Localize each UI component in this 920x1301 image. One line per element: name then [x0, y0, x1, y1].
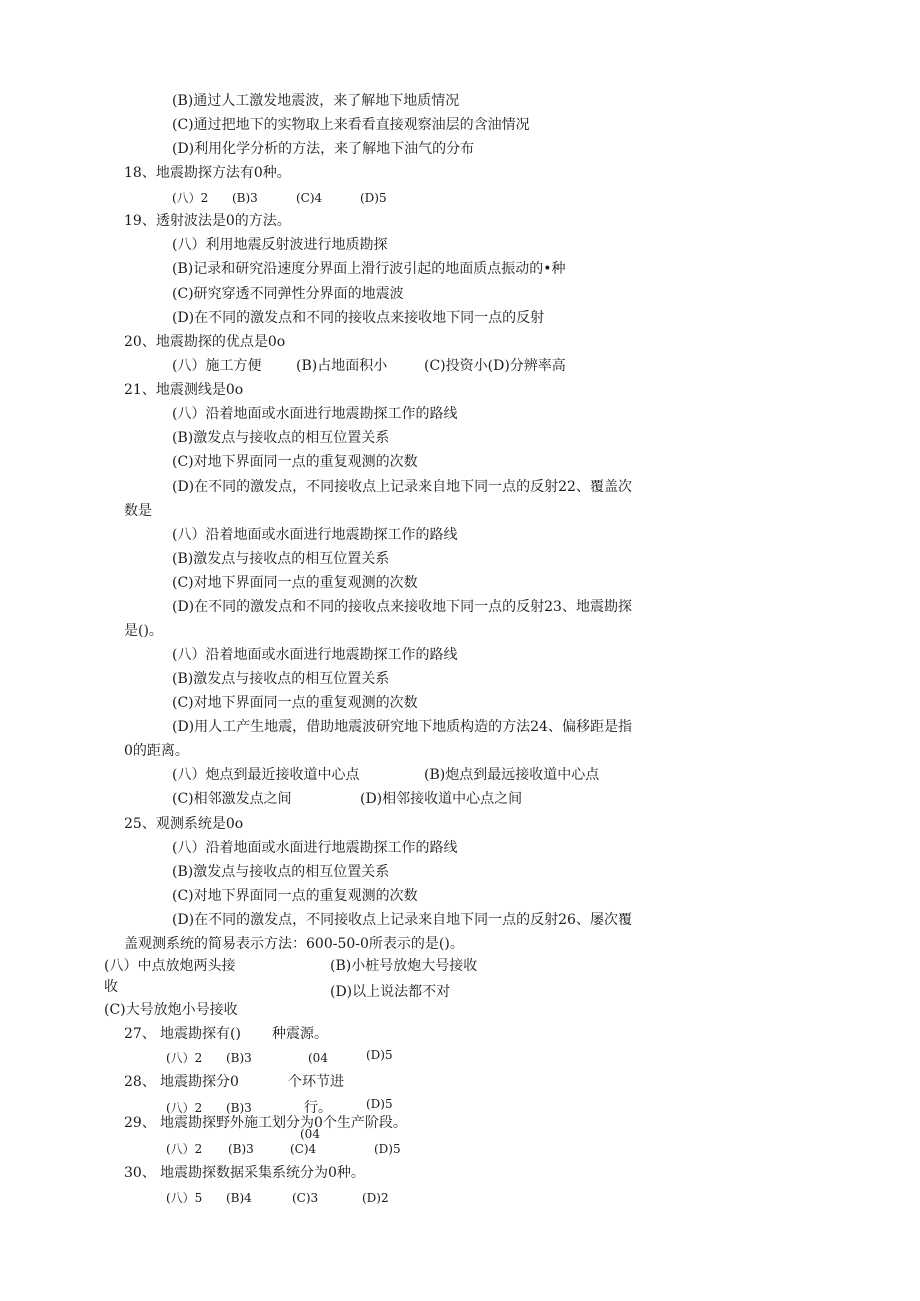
q25-option-c: (C)对地下界面同一点的重复观测的次数	[172, 888, 418, 904]
q26-option-b: (B)小桩号放炮大号接收	[330, 958, 478, 974]
q20-option-b: (B)占地面积小	[296, 358, 388, 374]
q27-stem-tail: 种震源。	[272, 1026, 328, 1042]
q20-option-cd: (C)投资小(D)分辨率高	[424, 358, 566, 374]
q22-option-b: (B)激发点与接收点的相互位置关系	[172, 551, 390, 567]
q30-stem: 地震勘探数据采集系统分为0种。	[160, 1165, 365, 1181]
q26-option-a: (八）中点放炮两头接	[104, 958, 236, 974]
q25-option-b: (B)激发点与接收点的相互位置关系	[172, 864, 390, 880]
q21-option-d: (D)在不同的激发点，不同接收点上记录来自地下同一点的反射22、覆盖次	[172, 479, 632, 495]
q19-option-c: (C)研究穿透不同弹性分界面的地震波	[172, 286, 404, 302]
q22-option-a: (八）沿着地面或水面进行地震勘探工作的路线	[172, 527, 458, 543]
q25-option-a: (八）沿着地面或水面进行地震勘探工作的路线	[172, 840, 458, 856]
q25-option-d: (D)在不同的激发点，不同接收点上记录来自地下同一点的反射26、屡次覆	[172, 912, 632, 928]
q23-option-d: (D)用人工产生地震，借助地震波研究地下地质构造的方法24、偏移距是指	[172, 719, 632, 735]
q23-option-c: (C)对地下界面同一点的重复观测的次数	[172, 695, 418, 711]
q21-option-b: (B)激发点与接收点的相互位置关系	[172, 430, 390, 446]
q20-stem: 20、地震勘探的优点是0o	[124, 334, 286, 350]
q30-option-d: (D)2	[362, 1191, 389, 1205]
q23-option-a: (八）沿着地面或水面进行地震勘探工作的路线	[172, 647, 458, 663]
q26-option-d: (D)以上说法都不对	[330, 984, 451, 1000]
q19-option-b: (B)记录和研究沿速度分界面上滑行波引起的地面质点振动的•种	[172, 261, 566, 277]
q28-stem: 地震勘探分0	[160, 1074, 239, 1090]
q24-option-b: (B)炮点到最远接收道中心点	[424, 767, 600, 783]
q30-option-c: (C)3	[292, 1191, 319, 1205]
q28-number: 28、	[124, 1074, 156, 1090]
q29-option-c: (C)4	[290, 1142, 317, 1156]
q27-stem: 地震勘探有()	[160, 1026, 241, 1042]
q18-option-b: (B)3	[232, 191, 258, 205]
q29-option-d: (D)5	[374, 1142, 401, 1156]
q18-option-a: (八）2	[172, 191, 209, 205]
q18-option-d: (D)5	[360, 191, 387, 205]
q25-option-d-continued: 盖观测系统的简易表示方法：600-50-0所表示的是()。	[124, 936, 464, 952]
q21-option-d-continued: 数是	[124, 503, 152, 519]
q19-option-a: (八）利用地震反射波进行地质勘探	[172, 237, 388, 253]
q19-option-d: (D)在不同的激发点和不同的接收点来接收地下同一点的反射	[172, 310, 545, 326]
q22-option-d-continued: 是()。	[124, 623, 163, 639]
q28-option-c: (04	[300, 1127, 320, 1141]
q24-option-d: (D)相邻接收道中心点之间	[360, 791, 523, 807]
q21-option-a: (八）沿着地面或水面进行地震勘探工作的路线	[172, 406, 458, 422]
q27-option-a: (八）2	[166, 1051, 203, 1065]
q29-option-a: (八）2	[166, 1142, 203, 1156]
q27-option-c: (04	[308, 1051, 328, 1065]
q29-option-b: (B)3	[228, 1142, 254, 1156]
q30-option-a: (八）5	[166, 1191, 203, 1205]
q24-option-c: (C)相邻激发点之间	[172, 791, 292, 807]
q17-option-b: (B)通过人工激发地震波，来了解地下地质情况	[172, 93, 460, 109]
q18-stem: 18、地震勘探方法有0种。	[124, 165, 291, 181]
q26-option-c: (C)大号放炮小号接收	[104, 1002, 238, 1018]
q27-option-d: (D)5	[366, 1048, 393, 1062]
q28-option-a: (八）2	[166, 1101, 203, 1115]
q27-number: 27、	[124, 1026, 156, 1042]
q29-stem: 地震勘探野外施工划分为0个生产阶段。	[160, 1115, 407, 1131]
q22-option-d: (D)在不同的激发点和不同的接收点来接收地下同一点的反射23、地震勘探	[172, 599, 632, 615]
q18-option-c: (C)4	[296, 191, 323, 205]
q21-stem: 21、地震测线是0o	[124, 382, 244, 398]
q21-option-c: (C)对地下界面同一点的重复观测的次数	[172, 454, 418, 470]
q28-option-d: (D)5	[366, 1097, 393, 1111]
q17-option-c: (C)通过把地下的实物取上来看看直接观察油层的含油情况	[172, 117, 530, 133]
q30-number: 30、	[124, 1165, 156, 1181]
q19-stem: 19、透射波法是0的方法。	[124, 213, 291, 229]
q26-option-a-continued: 收	[104, 979, 118, 995]
q29-number: 29、	[124, 1115, 156, 1131]
q23-option-d-continued: 0的距离。	[124, 743, 189, 759]
q27-option-b: (B)3	[226, 1051, 252, 1065]
q28-stem-tail-2: 行。	[304, 1100, 332, 1116]
q17-option-d: (D)利用化学分析的方法，来了解地下油气的分布	[172, 141, 475, 157]
q20-option-a: (八）施工方便	[172, 358, 262, 374]
q22-option-c: (C)对地下界面同一点的重复观测的次数	[172, 575, 418, 591]
q23-option-b: (B)激发点与接收点的相互位置关系	[172, 671, 390, 687]
q30-option-b: (B)4	[226, 1191, 252, 1205]
q28-stem-tail: 个环节进	[288, 1074, 344, 1090]
q28-option-b: (B)3	[226, 1101, 252, 1115]
q24-option-a: (八）炮点到最近接收道中心点	[172, 767, 360, 783]
q25-stem: 25、观测系统是0o	[124, 816, 244, 832]
